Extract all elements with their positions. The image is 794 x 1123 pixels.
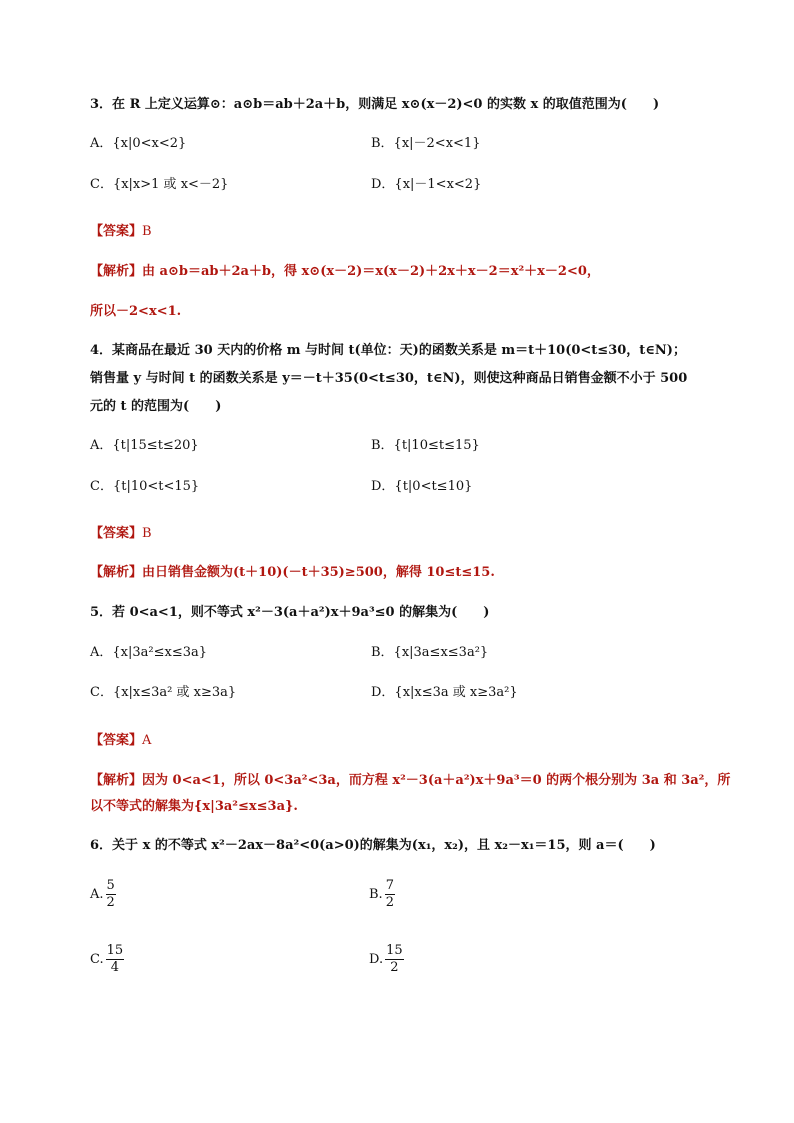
q6-option-b [369, 878, 395, 911]
q5-option-c: C．{x|x≤3a² 或 x≥3a} [90, 685, 237, 700]
q3-option-a: A．{x|0<x<2} [90, 136, 187, 151]
q4-option-c: C．{t|10<t<15} [90, 479, 200, 494]
q6-option-a [90, 878, 116, 911]
answer-label: 【答案】 [90, 733, 143, 748]
option-label: C. [90, 952, 104, 967]
q4-option-a: A．{t|15≤t≤20} [90, 438, 199, 453]
q5-answer [90, 731, 151, 751]
q3-option-b: B．{x|－2<x<1} [371, 136, 481, 151]
numerator: 15 [386, 943, 403, 958]
analysis-label: 【解析】 [90, 264, 143, 279]
q5-option-b: B．{x|3a≤x≤3a²} [371, 645, 489, 660]
fraction [106, 943, 125, 976]
denominator: 2 [385, 895, 394, 910]
q5-stem: 5．若 0<a<1，则不等式 x²－3(a＋a²)x＋9a³≤0 的解集为( ) [90, 605, 490, 620]
option-label: D. [369, 952, 384, 967]
q4-answer [90, 524, 152, 544]
analysis-text: 由日销售金额为(t＋10)(－t＋35)≥500，解得 10≤t≤15. [142, 565, 495, 580]
analysis-label: 【解析】 [90, 773, 143, 788]
q3-answer [90, 222, 152, 242]
q4-option-b: B．{t|10≤t≤15} [371, 438, 480, 453]
analysis-text: 由 a⊙b＝ab＋2a＋b，得 x⊙(x－2)＝x(x－2)＋2x＋x－2＝x²＋x－2<0， [142, 264, 600, 279]
q4-stem-line2: 销售量 y 与时间 t 的函数关系是 y＝－t＋35(0<t≤30，t∈N)，则使这种商品日销售金额不小于 500 [90, 371, 688, 386]
q5-option-a: A．{x|3a²≤x≤3a} [90, 645, 208, 660]
q4-analysis [90, 563, 495, 583]
denominator: 2 [106, 895, 115, 910]
analysis-label: 【解析】 [90, 565, 143, 580]
analysis-text: 因为 0<a<1，所以 0<3a²<3a，而方程 x²－3(a＋a²)x＋9a³＝0 的两个根分别为 3a 和 3a²，所 [142, 773, 731, 788]
q4-option-d: D．{t|0<t≤10} [371, 479, 473, 494]
q3-option-d: D．{x|－1<x<2} [371, 177, 482, 192]
numerator: 5 [106, 878, 115, 893]
numerator: 15 [106, 943, 124, 958]
q6-option-d [369, 943, 404, 976]
answer-value: B [142, 526, 152, 541]
option-label: B. [369, 887, 383, 902]
fraction [385, 878, 395, 911]
q6-option-c [90, 943, 124, 976]
q5-analysis-line2: 以不等式的解集为{x|3a²≤x≤3a}. [90, 799, 298, 814]
denominator: 4 [110, 960, 120, 975]
q5-option-d: D．{x|x≤3a 或 x≥3a²} [371, 685, 518, 700]
fraction [106, 878, 116, 911]
denominator: 2 [390, 960, 399, 975]
q6-stem: 6．关于 x 的不等式 x²－2ax－8a²<0(a>0)的解集为(x₁，x₂)，且 x₂－x₁＝15，则 a＝( ) [90, 838, 656, 853]
fraction [385, 943, 404, 976]
q3-analysis [90, 262, 600, 282]
option-label: A. [90, 887, 104, 902]
q5-analysis [90, 771, 730, 791]
numerator: 7 [385, 878, 394, 893]
q3-analysis-line2: 所以－2<x<1. [90, 304, 182, 319]
q3-stem: 3．在 R 上定义运算⊙：a⊙b＝ab＋2a＋b，则满足 x⊙(x－2)<0 的实数 x 的取值范围为( ) [90, 97, 660, 112]
answer-label: 【答案】 [90, 224, 143, 239]
q4-stem-line1: 4．某商品在最近 30 天内的价格 m 与时间 t(单位：天)的函数关系是 m＝t＋10(0<t≤30，t∈N)； [90, 343, 686, 358]
q3-option-c: C．{x|x>1 或 x<－2} [90, 177, 229, 192]
answer-value: A [142, 733, 152, 748]
q4-stem-line3: 元的 t 的范围为( ) [90, 399, 222, 414]
answer-value: B [142, 224, 152, 239]
answer-label: 【答案】 [90, 526, 143, 541]
